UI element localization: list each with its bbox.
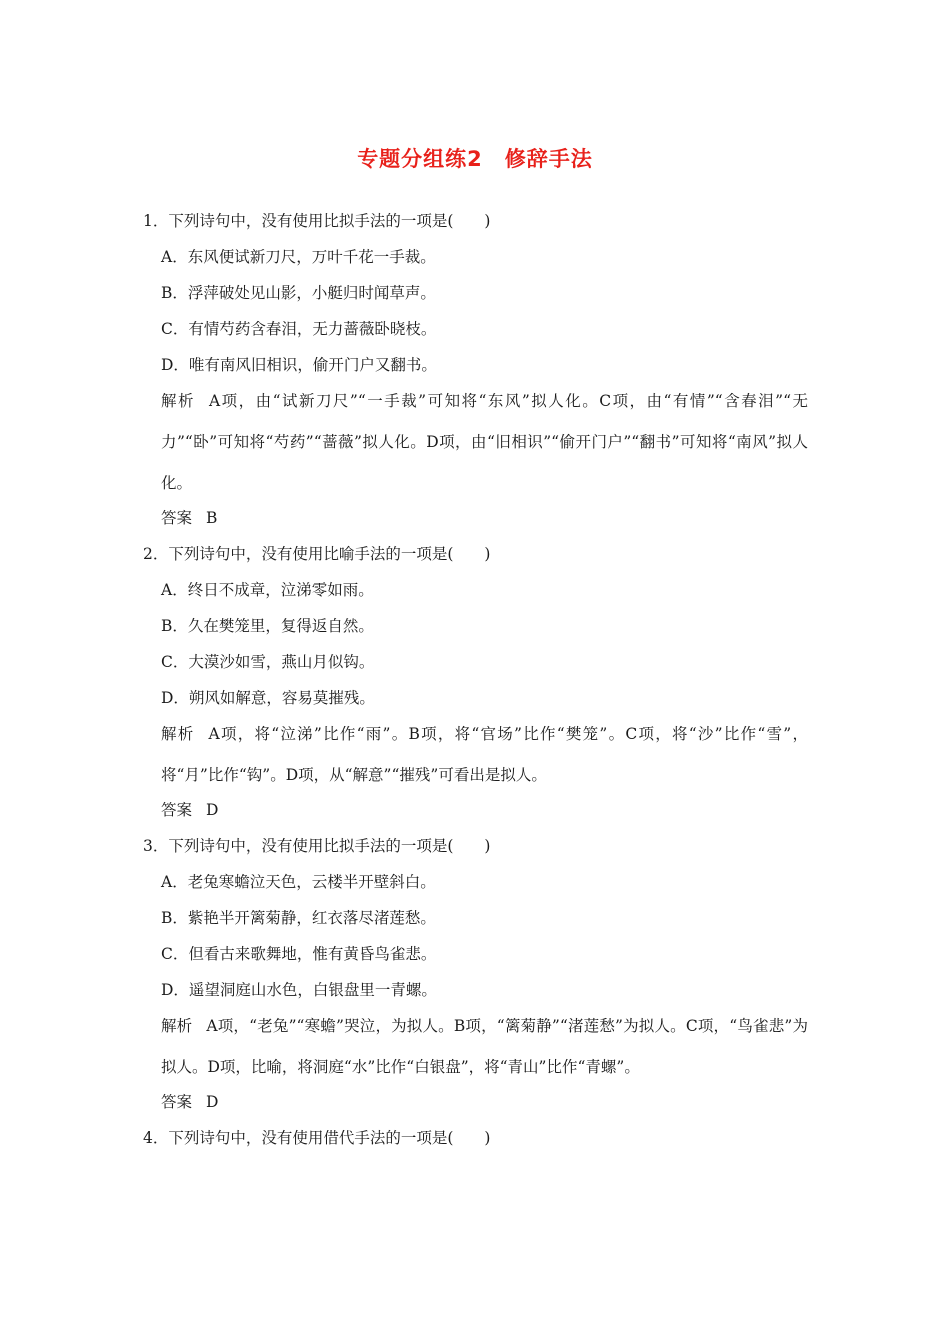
question-2 — [143, 540, 808, 832]
question-1 — [143, 207, 808, 540]
option-a: A．终日不成章，泣涕零如雨。 — [161, 581, 374, 599]
question-stem: 1．下列诗句中，没有使用比拟手法的一项是( ) — [143, 212, 491, 230]
option-d: D．遥望洞庭山水色，白银盘里一青螺。 — [161, 981, 437, 999]
option-b: B．紫艳半开篱菊静，红衣落尽渚莲愁。 — [161, 909, 436, 927]
answer — [143, 796, 808, 832]
answer — [143, 504, 808, 540]
option-c: C．大漠沙如雪，燕山月似钩。 — [161, 653, 375, 671]
analysis — [143, 714, 808, 796]
answer-value: D — [206, 1093, 219, 1111]
answer-value: B — [206, 509, 218, 527]
option-d: D．朔风如解意，容易莫摧残。 — [161, 689, 375, 707]
option-b: B．浮萍破处见山影，小艇归时闻草声。 — [161, 284, 436, 302]
analysis-text: A项，将“泣涕”比作“雨”。B项，将“官场”比作“樊笼”。C项，将“沙”比作“雪”，将“月”比作“钩”。D项，从“解意”“摧残”可看出是拟人。 — [161, 725, 808, 784]
question-stem: 2．下列诗句中，没有使用比喻手法的一项是( ) — [143, 545, 491, 563]
analysis-label: 解析 — [161, 1017, 193, 1035]
option-c: C．有情芍药含春泪，无力蔷薇卧晓枝。 — [161, 320, 437, 338]
answer — [143, 1088, 808, 1124]
question-stem: 4．下列诗句中，没有使用借代手法的一项是( ) — [143, 1129, 491, 1147]
option-d: D．唯有南风旧相识，偷开门户又翻书。 — [161, 356, 437, 374]
question-4 — [143, 1124, 808, 1160]
question-stem: 3．下列诗句中，没有使用比拟手法的一项是( ) — [143, 837, 491, 855]
analysis-text: A项，“老兔”“寒蟾”哭泣，为拟人。B项，“篱菊静”“渚莲愁”为拟人。C项，“鸟雀悲”为拟人。D项，比喻，将洞庭“水”比作“白银盘”，将“青山”比作“青螺”。 — [161, 1017, 808, 1076]
analysis — [143, 1006, 808, 1088]
option-a: A．老兔寒蟾泣天色，云楼半开壁斜白。 — [161, 873, 436, 891]
answer-value: D — [206, 801, 219, 819]
option-a: A．东风便试新刀尺，万叶千花一手裁。 — [161, 248, 436, 266]
question-list — [143, 207, 808, 1160]
option-b: B．久在樊笼里，复得返自然。 — [161, 617, 374, 635]
question-3 — [143, 832, 808, 1124]
option-c: C．但看古来歌舞地，惟有黄昏鸟雀悲。 — [161, 945, 437, 963]
analysis-label: 解析 — [161, 392, 195, 410]
answer-label: 答案 — [161, 801, 193, 819]
analysis — [143, 381, 808, 504]
analysis-text: A项，由“试新刀尺”“一手裁”可知将“东风”拟人化。C项，由“有情”“含春泪”“无力”“卧”可知将“芍药”“蔷薇”拟人化。D项，由“旧相识”“偷开门户”“翻书”可知将“南风”拟人化。 — [161, 392, 808, 492]
answer-label: 答案 — [161, 509, 193, 527]
answer-label: 答案 — [161, 1093, 193, 1111]
page-title: 专题分组练2 修辞手法 — [357, 147, 593, 171]
analysis-label: 解析 — [161, 725, 195, 743]
